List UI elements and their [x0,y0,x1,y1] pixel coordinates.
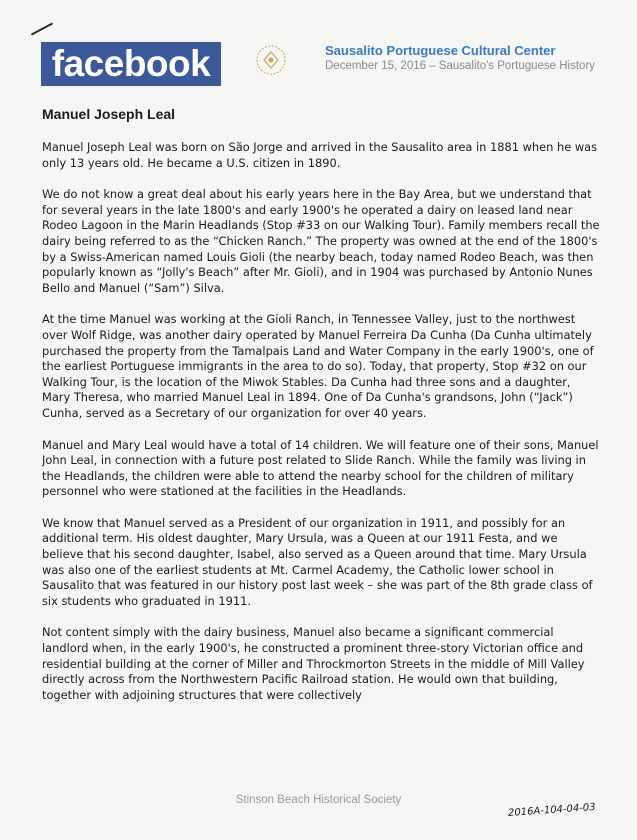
organization-name: Sausalito Portuguese Cultural Center [325,43,556,58]
paragraph: We do not know a great deal about his early years here in the Bay Area, but we understand that for several years in the late 1800's and early 1900's he operated a dairy on leased land near Rodeo Lagoon in the Marin Headlands (Stop #33 on our Walking Tour). Family members recall the dairy being referred to as the “Chicken Ranch.” The property was owned at the end of the 1800's by a Swiss-American named Louis Gioli (the nearby beach, today named Rodeo Beach, was then popularly known as “Jolly's Beach” after Mr. Gioli), and in 1904 was purchased by Antonio Nunes Bello and Manuel (“Sam”) Silva. [42,187,600,295]
paragraph: Manuel Joseph Leal was born on São Jorge and arrived in the Sausalito area in 1881 when he was only 13 years old. He became a U.S. citizen in 1890. [42,140,598,170]
article-title: Manuel Joseph Leal [42,106,176,122]
article-body [42,140,602,804]
pen-mark [31,22,53,35]
paragraph: We know that Manuel served as a President of our organization in 1911, and possibly for an additional term. His oldest daughter, Mary Ursula, was a Queen at our 1911 Festa, and we believe that his second daughter, Isabel, also served as a Queen around that time. Mary Ursula was also one of the earliest students at Mt. Carmel Academy, the Catholic lower school in Sausalito that was featured in our history post last week – she was part of the 8th grade class of six students who graduated in 1911. [42,515,593,608]
post-header [325,43,625,73]
facebook-logo: facebook [41,42,221,86]
paragraph: Not content simply with the dairy business, Manuel also became a significant commercial landlord when, in the early 1900's, he constructed a prominent three-story Victorian office and residential building at the corner of Miller and Throckmorton Streets in the middle of Mill Valley directly across from the Northwestern Pacific Railroad station. He would own that building, together with adjoining structures that were collectively [42,625,585,702]
footer-society-name: Stinson Beach Historical Society [235,794,402,806]
post-date: December 15, 2016 – Sausalito's Portuguese History [325,60,596,72]
paragraph: Manuel and Mary Leal would have a total of 14 children. We will feature one of their sons, Manuel John Leal, in connection with a future post related to Slide Ranch. While the family was living in the Headlands, the children were able to attend the nearby school for the children of military personnel who were stationed at the facilities in the Headlands. [42,437,599,499]
cultural-center-seal-icon [248,44,294,78]
catalog-number: 2016A-104-04-03 [507,801,596,820]
paragraph: At the time Manuel was working at the Gioli Ranch, in Tennessee Valley, just to the northwest over Wolf Ridge, was another dairy operated by Manuel Ferreira Da Cunha (Da Cunha ultimately purchased the property from the Tamalpais Land and Water Company in the early 1900's, one of the earliest Portuguese immigrants in the area to do so). Today, that property, Stop #32 on our Walking Tour, is the location of the Miwok Stables. Da Cunha had three sons and a daughter, Mary Theresa, who married Manuel Leal in 1894. One of Da Cunha's grandsons, John (“Jack”) Cunha, served as a Secretary of our organization for over 40 years. [42,312,594,420]
